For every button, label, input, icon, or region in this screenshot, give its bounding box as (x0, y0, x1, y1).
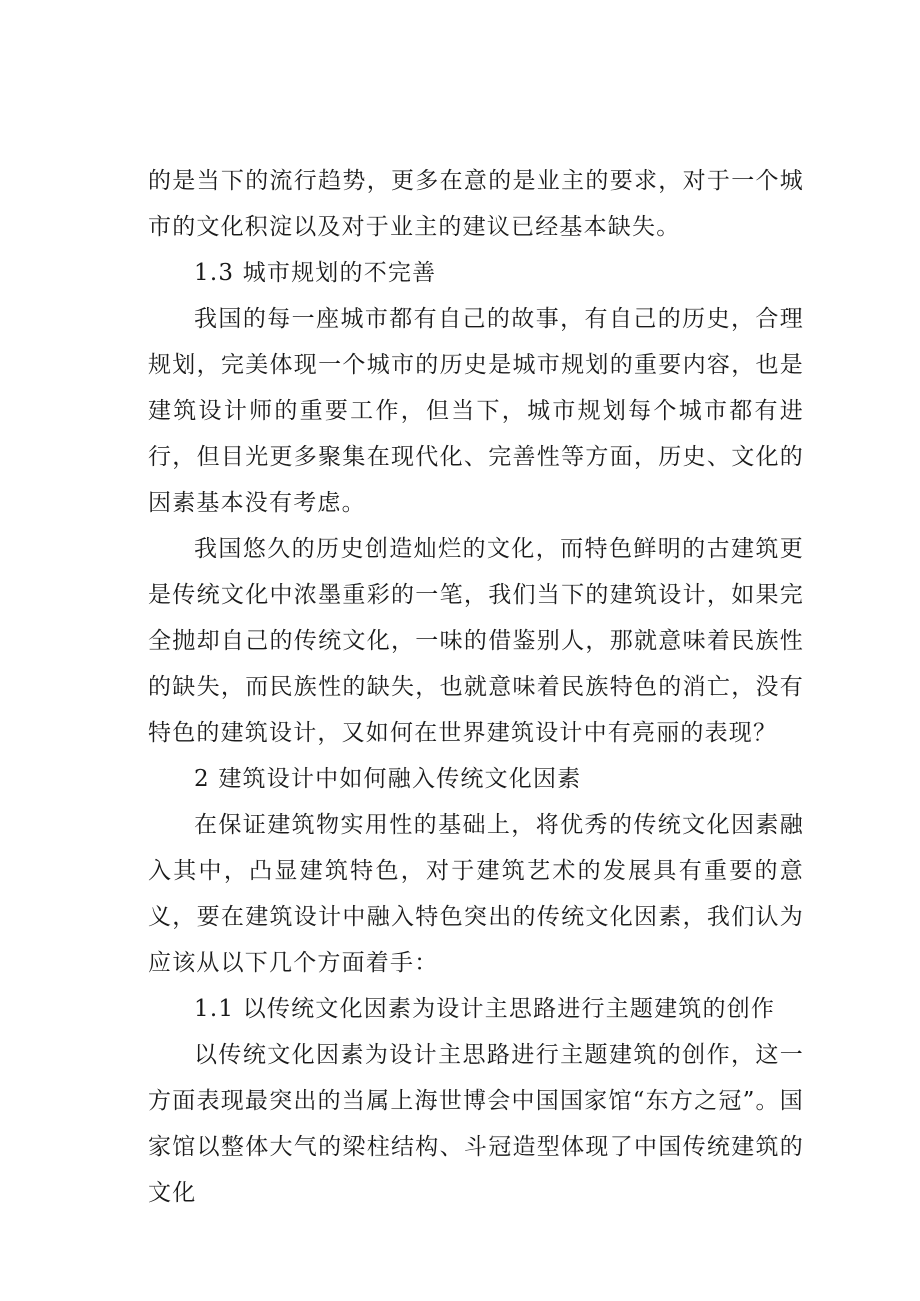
paragraph-continued: 的是当下的流行趋势，更多在意的是业主的要求，对于一个城市的文化积淀以及对于业主的建议已经基本缺失。 (148, 168, 804, 240)
document-body (148, 158, 804, 1216)
paragraph: 我国悠久的历史创造灿烂的文化，而特色鲜明的古建筑更是传统文化中浓墨重彩的一笔，我们当下的建筑设计，如果完全抛却自己的传统文化，一味的借鉴别人，那就意味着民族性的缺失，而民族性的缺失，也就意味着民族特色的消亡，没有特色的建筑设计，又如何在世界建筑设计中有亮丽的表现？ (148, 536, 804, 746)
paragraph: 在保证建筑物实用性的基础上，将优秀的传统文化因素融入其中，凸显建筑特色，对于建筑艺术的发展具有重要的意义，要在建筑设计中融入特色突出的传统文化因素，我们认为应该从以下几个方面着手： (148, 812, 804, 976)
paragraph: 以传统文化因素为设计主思路进行主题建筑的创作，这一方面表现最突出的当属上海世博会中国国家馆“东方之冠”。国家馆以整体大气的梁柱结构、斗冠造型体现了中国传统建筑的文化 (148, 1042, 804, 1206)
paragraph: 我国的每一座城市都有自己的故事，有自己的历史，合理规划，完美体现一个城市的历史是城市规划的重要内容，也是建筑设计师的重要工作，但当下，城市规划每个城市都有进行，但目光更多聚集在现代化、完善性等方面，历史、文化的因素基本没有考虑。 (148, 306, 804, 516)
section-heading-2: 2 建筑设计中如何融入传统文化因素 (194, 766, 582, 792)
section-heading-1-1: 1.1 以传统文化因素为设计主思路进行主题建筑的创作 (194, 996, 776, 1022)
section-heading-1-3: 1.3 城市规划的不完善 (194, 260, 437, 286)
